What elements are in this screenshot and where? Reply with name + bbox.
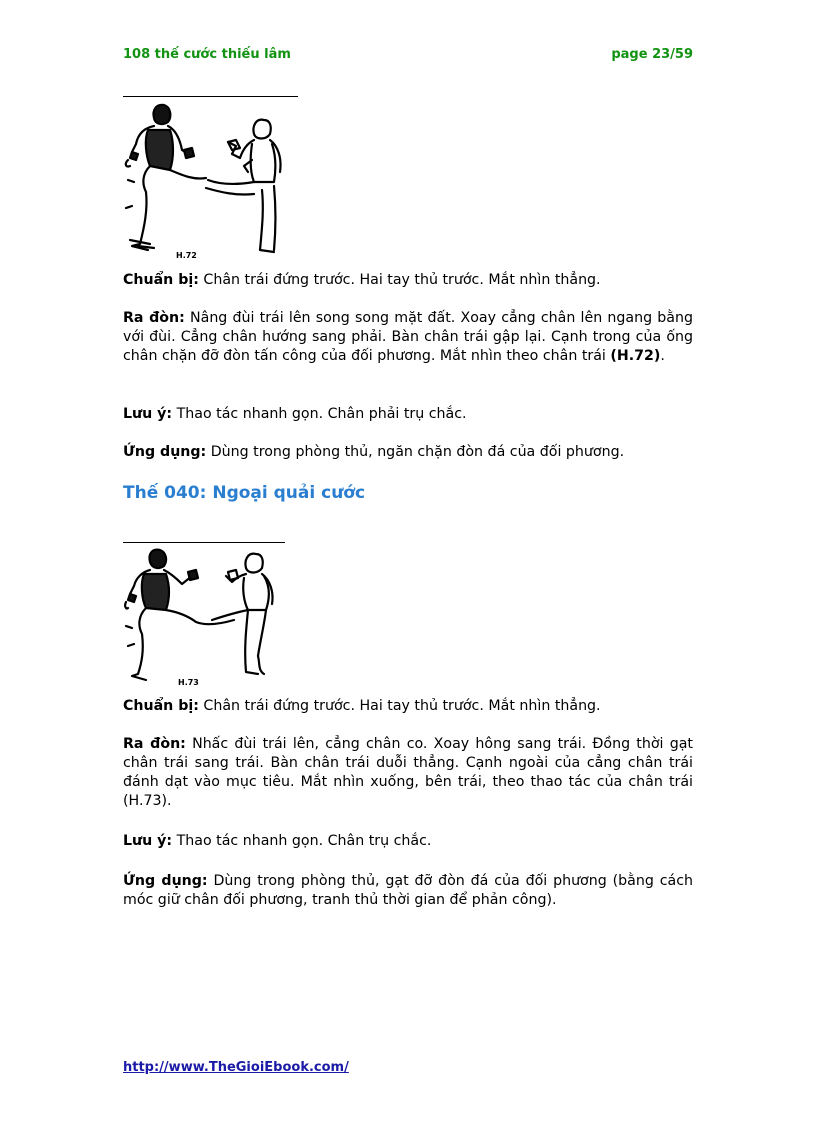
block-2-strike-text: Nhấc đùi trái lên, cẳng chân co. Xoay hông sang trái. Đồng thời gạt chân trái sang trái. Bàn chân trái duỗi thẳng. Cạnh ngoài của cẳng chân trái đánh dạt vào mục tiêu. Mắt nhìn xuống, bên trái, theo thao tác của chân trái (H.73). <box>123 736 693 809</box>
figure-1-label: H.72 <box>176 251 197 260</box>
figure-1-rule <box>123 96 298 97</box>
figure-2-rule <box>123 542 285 543</box>
figure-2-illustration <box>124 546 286 688</box>
block-1-prep-label: Chuẩn bị: <box>123 272 199 288</box>
block-2-strike-label: Ra đòn: <box>123 736 186 752</box>
block-2-use-label: Ứng dụng: <box>123 873 208 889</box>
block-1-note <box>123 405 693 424</box>
block-2-prep-text: Chân trái đứng trước. Hai tay thủ trước. Mắt nhìn thẳng. <box>198 698 601 714</box>
block-2-prep-label: Chuẩn bị: <box>123 698 199 714</box>
figure-1-illustration <box>124 100 299 262</box>
book-title: 108 thế cước thiếu lâm <box>123 47 291 62</box>
block-1-note-label: Lưu ý: <box>123 406 173 422</box>
block-2-application <box>123 872 693 910</box>
block-1-prep-text: Chân trái đứng trước. Hai tay thủ trước. Mắt nhìn thẳng. <box>198 272 601 288</box>
block-1-strike-label: Ra đòn: <box>123 310 185 326</box>
block-1-use-text: Dùng trong phòng thủ, ngăn chặn đòn đá của đối phương. <box>206 444 625 460</box>
block-1-preparation <box>123 271 693 290</box>
page-header <box>123 47 693 67</box>
block-1-strike-end: . <box>660 348 665 364</box>
figure-2-label: H.73 <box>178 678 199 687</box>
block-1-strike-ref: (H.72) <box>610 348 661 364</box>
figure-1 <box>124 100 299 262</box>
figure-2 <box>124 546 286 688</box>
page-number: page 23/59 <box>611 47 693 62</box>
footer-link[interactable]: http://www.TheGioiEbook.com/ <box>123 1060 349 1075</box>
block-2-use-text: Dùng trong phòng thủ, gạt đỡ đòn đá của đối phương (bằng cách móc giữ chân đối phương, tranh thủ thời gian để phản công). <box>123 873 694 908</box>
block-2-note <box>123 832 693 851</box>
block-1-use-label: Ứng dụng: <box>123 444 207 460</box>
block-1-strike-text: Nâng đùi trái lên song song mặt đất. Xoay cẳng chân lên ngang bằng với đùi. Cẳng chân hướng sang phải. Bàn chân trái gập lại. Cạnh trong của ống chân chặn đỡ đòn tấn công của đối phương. Mắt nhìn theo chân trái <box>123 310 693 364</box>
block-2-preparation <box>123 697 693 716</box>
block-2-note-label: Lưu ý: <box>123 833 173 849</box>
block-2-strike <box>123 735 693 811</box>
block-1-note-text: Thao tác nhanh gọn. Chân phải trụ chắc. <box>172 406 467 422</box>
block-2-note-text: Thao tác nhanh gọn. Chân trụ chắc. <box>172 833 432 849</box>
block-1-application <box>123 443 693 462</box>
block-1-strike <box>123 309 693 366</box>
section-title: Thế 040: Ngoại quải cước <box>123 483 366 503</box>
